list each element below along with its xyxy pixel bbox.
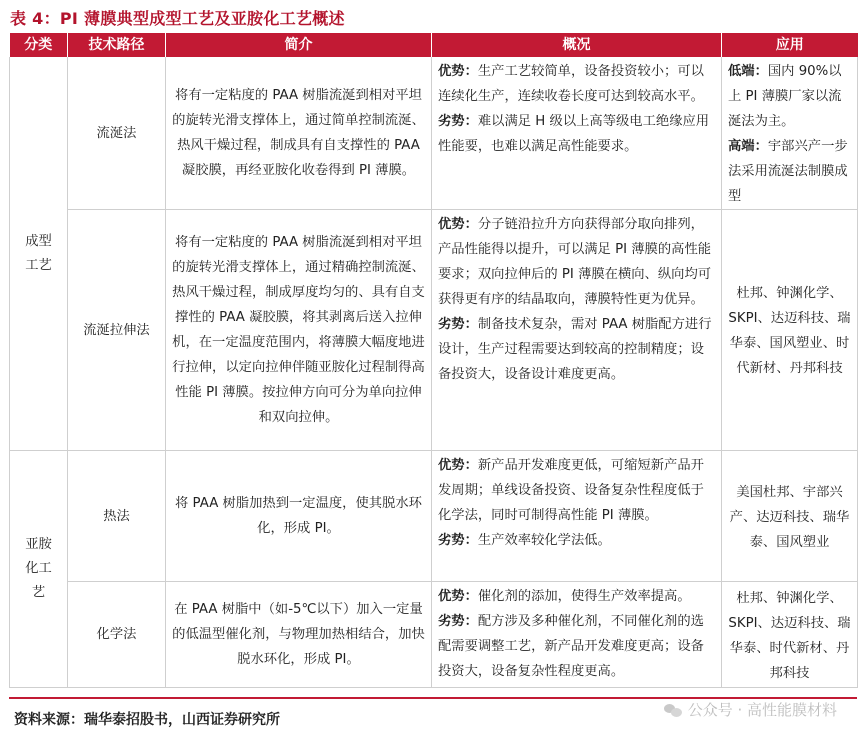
intro-cell: 将有一定粘度的 PAA 树脂流涎到相对平坦的旋转光滑支撑体上，通过精确控制流涎、热风干燥过程，制成厚度均匀的、具有自支撑性的 PAA 凝胶膜，将其剥离后送入拉伸机，在一定温度范围内，将薄膜大幅度地进行拉伸，以定向拉伸伴随亚胺化过程制得高性能 PI 薄膜。按拉伸方向可分为单向拉伸和双向拉伸。 [166,210,432,451]
table-row [10,57,858,210]
disadvantage-label: 劣势： [438,614,478,629]
category-label: 成型工艺 [25,233,52,273]
application-cell: 杜邦、钟渊化学、SKPI、达迈科技、瑞华泰、国风塑业、时代新材、丹邦科技 [722,210,858,451]
category-cell [10,451,68,688]
process-table [9,33,858,688]
advantage-label: 优势： [438,458,478,473]
advantage-text: 分子链沿拉升方向获得部分取向排列，产品性能得以提升，可以满足 PI 薄膜的高性能要求；双向拉伸后的 PI 薄膜在横向、纵向均可获得更有序的结晶取向，薄膜特性更为优异。 [438,217,712,307]
intro-cell: 在 PAA 树脂中（如-5℃以下）加入一定量的低温型催化剂，与物理加热相结合，加快脱水环化，形成 PI。 [166,582,432,688]
advantage-label: 优势： [438,64,478,79]
overview-cell [432,582,722,688]
advantage-label: 优势： [438,217,478,232]
app-high-text: 宇部兴产一步法采用流涎法制膜成型 [728,139,848,204]
advantage-text: 新产品开发难度更低，可缩短新产品开发周期；单线设备投资、设备复杂性程度低于化学法，同时可制得高性能 PI 薄膜。 [438,458,704,523]
advantage-label: 优势： [438,589,478,604]
header-category: 分类 [10,33,68,57]
header-row [10,33,858,57]
wechat-icon [664,703,682,717]
overview-cell [432,451,722,582]
header-overview: 概况 [432,33,722,57]
intro-cell: 将 PAA 树脂加热到一定温度，使其脱水环化，形成 PI。 [166,451,432,582]
application-cell [722,57,858,210]
header-application: 应用 [722,33,858,57]
header-route: 技术路径 [68,33,166,57]
disadvantage-text: 生产效率较化学法低。 [477,533,611,548]
intro-cell: 将有一定粘度的 PAA 树脂流涎到相对平坦的旋转光滑支撑体上，通过简单控制流涎、热风干燥过程，制成具有自支撑性的 PAA 凝胶膜，再经亚胺化收卷得到 PI 薄膜。 [166,57,432,210]
application-cell: 杜邦、钟渊化学、SKPI、达迈科技、瑞华泰、时代新材、丹邦科技 [722,582,858,688]
route-cell: 流涎拉伸法 [68,210,166,451]
source-note: 资料来源：瑞华泰招股书，山西证券研究所 [14,712,280,728]
advantage-text: 催化剂的添加，使得生产效率提高。 [477,589,691,604]
app-low-label: 低端： [728,64,768,79]
header-intro: 简介 [166,33,432,57]
disadvantage-text: 配方涉及多种催化剂，不同催化剂的选配需要调整工艺，新产品开发难度更高；设备投资大，设备复杂性程度更高。 [438,614,704,679]
app-low-text: 国内 90%以上 PI 薄膜厂家以流涎法为主。 [728,64,842,129]
disadvantage-label: 劣势： [438,114,478,129]
category-cell [10,57,68,451]
disadvantage-text: 难以满足 H 级以上高等级电工绝缘应用性能要，也难以满足高性能要求。 [438,114,710,154]
overview-cell [432,57,722,210]
table-row [10,210,858,451]
disadvantage-label: 劣势： [438,533,478,548]
table-row [10,451,858,582]
watermark-text: 公众号 · 高性能膜材料 [687,701,837,719]
overview-cell [432,210,722,451]
disadvantage-label: 劣势： [438,317,478,332]
app-high-label: 高端： [728,139,768,154]
watermark [664,699,837,720]
route-cell: 流涎法 [68,57,166,210]
category-label: 亚胺化工艺 [25,537,52,600]
table-row [10,582,858,688]
route-cell: 化学法 [68,582,166,688]
disadvantage-text: 制备技术复杂，需对 PAA 树脂配方进行设计，生产过程需要达到较高的控制精度；设备投资大，设备设计难度更高。 [438,317,712,382]
advantage-text: 生产工艺较简单，设备投资较小；可以连续化生产，连续收卷长度可达到较高水平。 [438,64,704,104]
table-title: 表 4：PI 薄膜典型成型工艺及亚胺化工艺概述 [10,9,345,28]
application-cell: 美国杜邦、宇部兴产、达迈科技、瑞华泰、国风塑业 [722,451,858,582]
route-cell: 热法 [68,451,166,582]
